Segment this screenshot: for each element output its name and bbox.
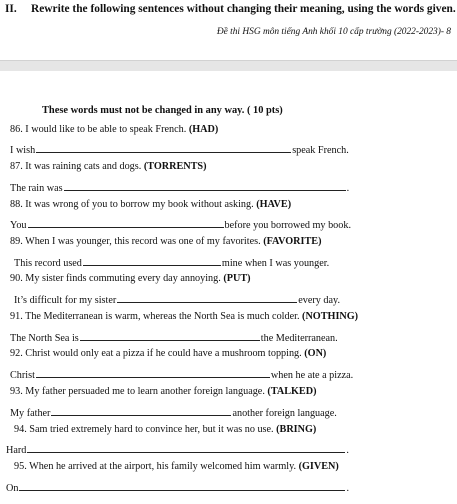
- question-sentence: 93. My father persuaded me to learn another foreign language.: [10, 386, 265, 397]
- question-93: [10, 387, 316, 397]
- answer-start: My father: [10, 408, 51, 419]
- question-sentence: 95. When he arrived at the airport, his family welcomed him warmly.: [14, 461, 297, 472]
- question-keyword: (TALKED): [267, 386, 317, 397]
- section-instruction: Rewrite the following sentences without changing their meaning, using the words given.: [31, 3, 456, 15]
- answer-end: the Mediterranean.: [260, 333, 338, 344]
- question-keyword: (GIVEN): [298, 461, 339, 472]
- question-95: [14, 462, 339, 472]
- answer-start: Hard: [6, 445, 27, 456]
- answer-end: speak French.: [292, 145, 349, 156]
- question-sentence: 90. My sister finds commuting every day annoying.: [10, 273, 221, 284]
- answer-line-90: [14, 293, 340, 306]
- answer-blank[interactable]: [19, 481, 345, 491]
- question-86: [10, 125, 218, 135]
- answer-line-92: [10, 368, 353, 381]
- question-87: [10, 162, 206, 172]
- answer-start: The North Sea is: [10, 333, 79, 344]
- answer-line-86: [10, 143, 349, 156]
- answer-start: You: [10, 220, 27, 231]
- answer-end: .: [346, 483, 349, 494]
- answer-line-94: [6, 443, 349, 456]
- answer-blank[interactable]: [64, 181, 346, 191]
- question-sentence: 94. Sam tried extremely hard to convince her, but it was no use.: [14, 424, 274, 435]
- question-keyword: (ON): [304, 348, 327, 359]
- question-sentence: 87. It was raining cats and dogs.: [10, 161, 142, 172]
- answer-start: It’s difficult for my sister: [14, 295, 117, 306]
- answer-blank[interactable]: [36, 368, 270, 378]
- question-sentence: 89. When I was younger, this record was one of my favorites.: [10, 236, 261, 247]
- answer-line-87: [10, 181, 349, 194]
- question-94: [14, 425, 316, 435]
- question-sentence: 92. Christ would only eat a pizza if he could have a mushroom topping.: [10, 348, 302, 359]
- answer-end: when he ate a pizza.: [270, 370, 354, 381]
- answer-start: Christ: [10, 370, 35, 381]
- answer-line-91: [10, 331, 338, 344]
- page-divider-band: [0, 60, 457, 71]
- answer-line-93: [10, 406, 337, 419]
- answer-blank[interactable]: [80, 331, 260, 341]
- answer-start: I wish: [10, 145, 36, 156]
- answer-start: The rain was: [10, 183, 63, 194]
- question-sentence: 86. I would like to be able to speak French.: [10, 124, 187, 135]
- exam-source: Đề thi HSG môn tiếng Anh khối 10 cấp trường (2022-2023)- 8: [216, 27, 451, 37]
- answer-end: .: [346, 445, 349, 456]
- answer-end: .: [346, 183, 350, 194]
- answer-end: mine when I was younger.: [221, 258, 330, 269]
- answer-line-95: [6, 481, 349, 494]
- question-keyword: (NOTHING): [302, 311, 359, 322]
- answer-line-88: [10, 218, 351, 231]
- section-number: II.: [5, 3, 17, 15]
- answer-line-89: [14, 256, 329, 269]
- answer-start: On: [6, 483, 19, 494]
- answer-blank[interactable]: [28, 218, 224, 228]
- answer-start: This record used: [14, 258, 82, 269]
- question-keyword: (FAVORITE): [263, 236, 322, 247]
- exercise-note: These words must not be changed in any way. ( 10 pts): [42, 105, 283, 116]
- question-keyword: (PUT): [223, 273, 251, 284]
- answer-blank[interactable]: [83, 256, 221, 266]
- answer-blank[interactable]: [27, 443, 345, 453]
- question-sentence: 88. It was wrong of you to borrow my book without asking.: [10, 199, 254, 210]
- question-keyword: (TORRENTS): [143, 161, 207, 172]
- answer-blank[interactable]: [51, 406, 231, 416]
- question-keyword: (BRING): [276, 424, 317, 435]
- answer-end: before you borrowed my book.: [224, 220, 351, 231]
- question-89: [10, 237, 321, 247]
- question-keyword: (HAVE): [256, 199, 292, 210]
- answer-blank[interactable]: [36, 143, 291, 153]
- answer-end: every day.: [298, 295, 341, 306]
- question-92: [10, 349, 326, 359]
- question-91: [10, 312, 358, 322]
- section-heading: [5, 4, 456, 15]
- answer-end: another foreign language.: [232, 408, 337, 419]
- question-88: [10, 200, 291, 210]
- answer-blank[interactable]: [117, 293, 297, 303]
- question-keyword: (HAD): [188, 124, 219, 135]
- question-sentence: 91. The Mediterranean is warm, whereas the North Sea is much colder.: [10, 311, 300, 322]
- question-90: [10, 274, 251, 284]
